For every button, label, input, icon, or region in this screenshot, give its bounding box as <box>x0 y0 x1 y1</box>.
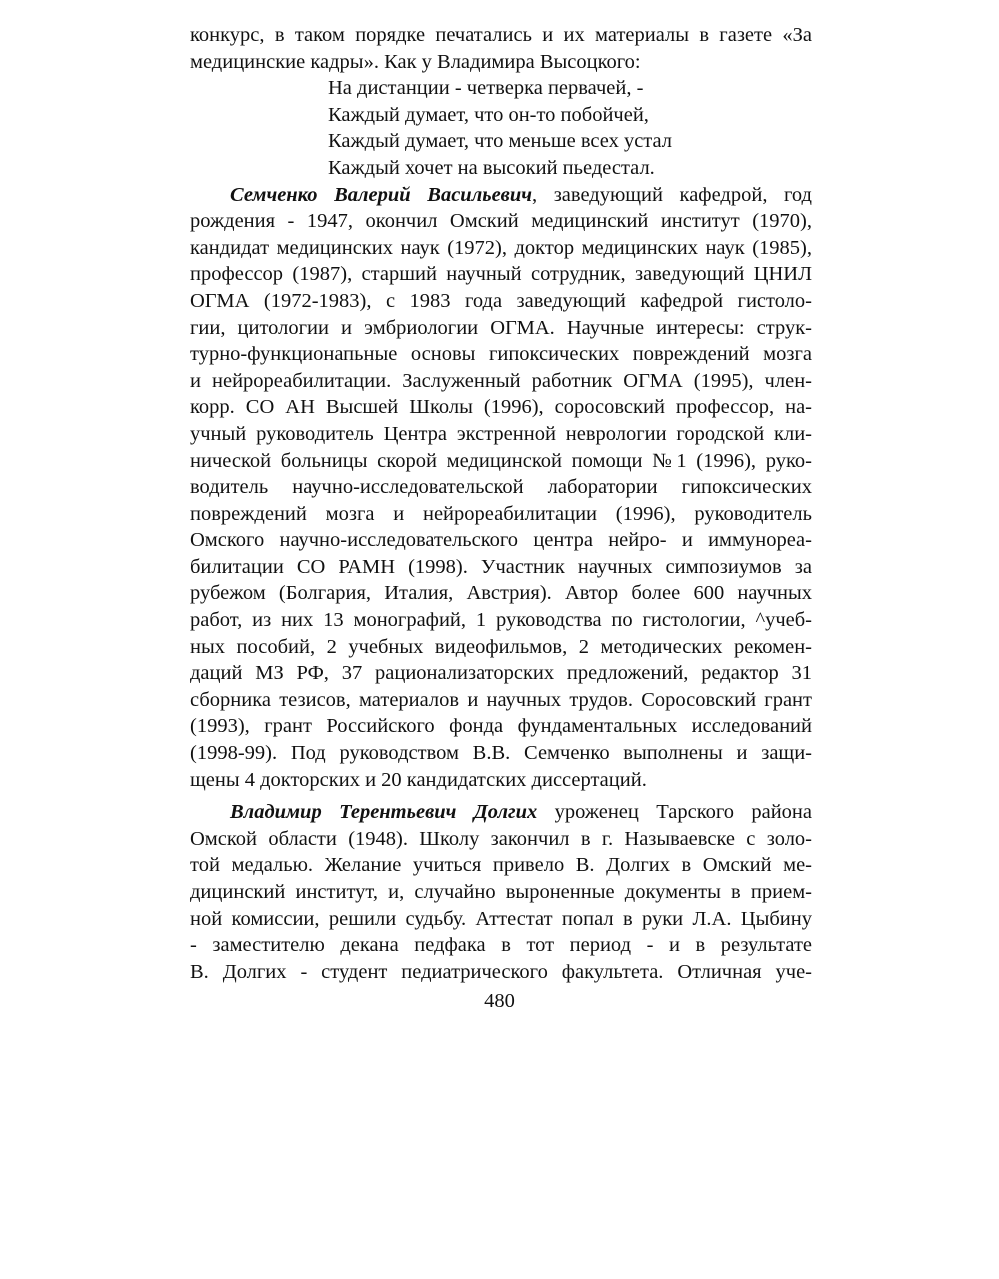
bio2-first-line <box>190 799 812 826</box>
bio1-line: работ, из них 13 монографий, 1 руководства по гистологии, ^учеб- <box>190 609 812 632</box>
verse-line: На дистанции - четверка первачей, - <box>328 77 644 100</box>
bio1-line: профессор (1987), старший научный сотрудник, заведующий ЦНИЛ <box>190 263 812 286</box>
bio1-line: (1993), грант Российского фонда фундаментальных исследований <box>190 715 812 738</box>
bio2-first-line-rest: уроженец Тарского района <box>537 801 812 824</box>
bio2-line: дицинский институт, и, случайно выроненные документы в прием- <box>190 881 812 903</box>
page-number: 480 <box>484 990 515 1012</box>
bio1-line: рубежом (Болгария, Италия, Австрия). Автор более 600 научных <box>190 582 812 605</box>
bio1-line: рождения - 1947, окончил Омский медицинский институт (1970), <box>190 210 812 233</box>
bio1-line: (1998-99). Под руководством В.В. Семченко выполнены и защи- <box>190 742 812 765</box>
bio1-name: Семченко Валерий Васильевич <box>230 183 532 206</box>
bio1-line: билитации СО РАМН (1998). Участник научных симпозиумов за <box>190 555 812 578</box>
verse-line: Каждый хочет на высокий пьедестал. <box>328 156 655 179</box>
intro-line: медицинские кадры». Как у Владимира Высоцкого: <box>190 50 641 73</box>
bio2-line: Омской области (1948). Школу закончил в г. Называевске с золо- <box>190 827 812 850</box>
bio2-line: В. Долгих - студент педиатрического факультета. Отличная уче- <box>190 960 812 983</box>
bio1-line: турно-функционапьные основы гипоксических повреждений мозга <box>190 343 812 366</box>
bio1-line: ных пособий, 2 учебных видеофильмов, 2 методических рекомен- <box>190 635 812 658</box>
intro-line: конкурс, в таком порядке печатались и их материалы в газете «За <box>190 24 812 46</box>
bio1-line: гии, цитологии и эмбриологии ОГМА. Научные интересы: струк- <box>190 316 812 339</box>
bio1-line: кандидат медицинских наук (1972), доктор медицинских наук (1985), <box>190 236 812 259</box>
bio1-line: ОГМА (1972-1983), с 1983 года заведующий кафедрой гистоло- <box>190 289 812 312</box>
bio2-line: ной комиссии, решили судьбу. Аттестат попал в руки Л.А. Цыбину <box>190 907 812 930</box>
bio2-name: Владимир Терентьевич Долгих <box>230 801 538 824</box>
bio1-first-line <box>190 182 812 209</box>
bio1-line: повреждений мозга и нейрореабилитации (1996), руководитель <box>190 502 812 525</box>
bio1-line: нической больницы скорой медицинской помощи №1 (1996), руко- <box>190 449 812 472</box>
document-page <box>190 22 812 985</box>
bio1-line: сборника тезисов, материалов и научных трудов. Соросовский грант <box>190 688 812 711</box>
bio1-line: щены 4 докторских и 20 кандидатских диссертаций. <box>190 768 647 791</box>
bio1-line: корр. СО АН Высшей Школы (1996), соросовский профессор, на- <box>190 396 812 419</box>
bio1-line: Омского научно-исследовательского центра нейро- и иммунореа- <box>190 529 812 552</box>
bio1-line: даций МЗ РФ, 37 рационализаторских предложений, редактор 31 <box>190 662 812 685</box>
bio2-line: той медалью. Желание учиться привело В. Долгих в Омский ме- <box>190 854 812 877</box>
bio2-line: - заместителю декана педфака в тот период - и в результате <box>190 934 812 957</box>
bio1-first-line-rest: , заведующий кафедрой, год <box>532 183 812 206</box>
bio1-line: учный руководитель Центра экстренной неврологии городской кли- <box>190 422 812 445</box>
verse-line: Каждый думает, что он-то побойчей, <box>328 103 649 126</box>
bio1-line: водитель научно-исследовательской лаборатории гипоксических <box>190 476 812 499</box>
bio1-line: и нейрореабилитации. Заслуженный работник ОГМА (1995), член- <box>190 369 812 392</box>
verse-line: Каждый думает, что меньше всех устал <box>328 130 673 153</box>
